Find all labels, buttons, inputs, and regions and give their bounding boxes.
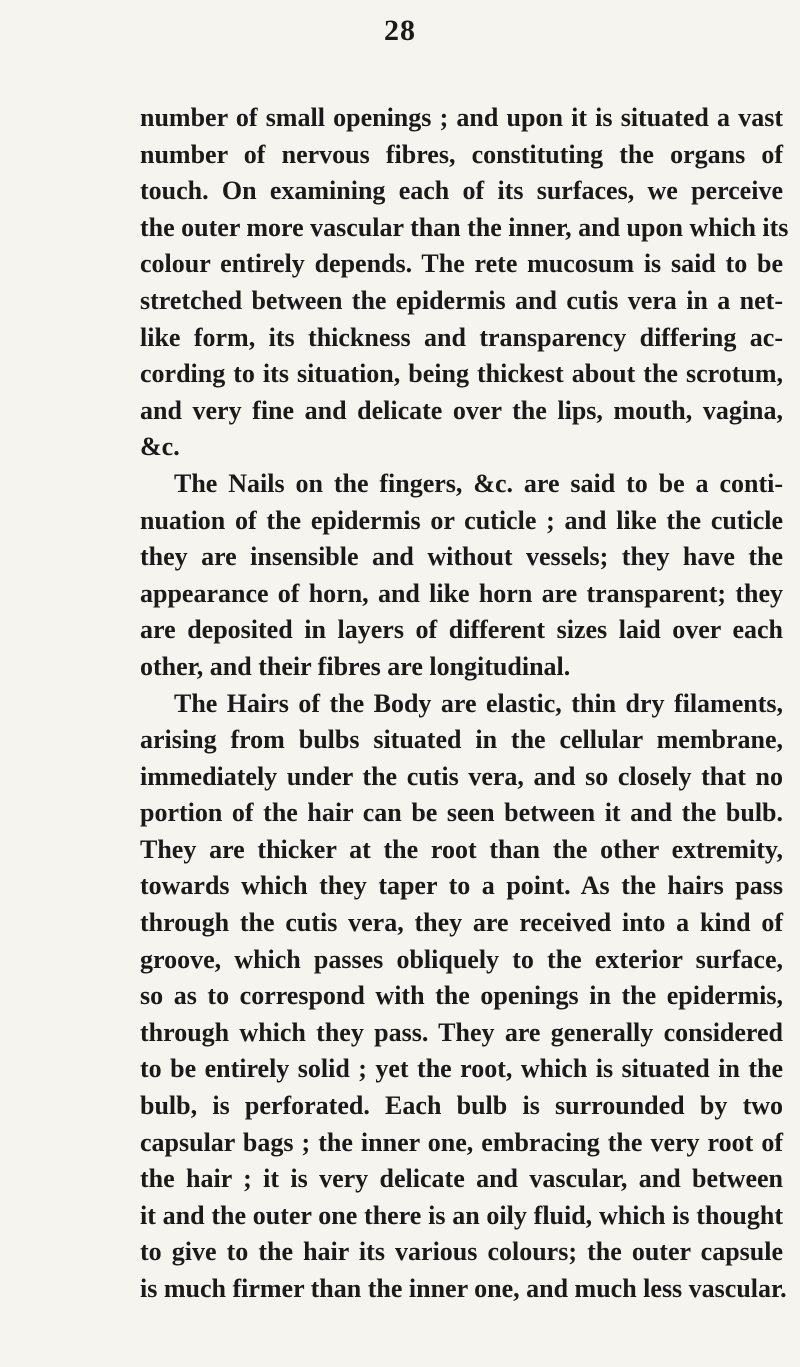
text-line: nuation of the epidermis or cuticle ; and like the cuticle — [140, 505, 783, 535]
text-line: the outer more vascular than the inner, and upon which its — [140, 212, 789, 242]
text-line: number of nervous fibres, constituting the organs of — [140, 139, 783, 169]
text-line: towards which they taper to a point. As the hairs pass — [140, 871, 783, 901]
text-line: are deposited in layers of different sizes laid over each — [140, 615, 783, 645]
text-line: appearance of horn, and like horn are transparent; they — [140, 578, 783, 608]
paragraph — [140, 100, 789, 466]
text-line: they are insensible and without vessels; they have the — [140, 542, 783, 572]
text-line: through which they pass. They are generally considered — [140, 1017, 783, 1047]
text-line: immediately under the cutis vera, and so closely that no — [140, 761, 783, 791]
text-line: through the cutis vera, they are received into a kind of — [140, 908, 783, 938]
text-line: is much firmer than the inner one, and much less vascular. — [140, 1274, 787, 1303]
paragraph — [140, 686, 787, 1308]
text-line: to be entirely solid ; yet the root, which is situated in the — [140, 1054, 783, 1084]
page-number: 28 — [384, 14, 416, 47]
text-line: &c. — [140, 432, 180, 462]
text-line: They are thicker at the root than the other extremity, — [140, 834, 783, 864]
text-line: arising from bulbs situated in the cellular membrane, — [140, 725, 783, 755]
text-line: touch. On examining each of its surfaces, we perceive — [140, 176, 783, 206]
text-line: colour entirely depends. The rete mucosum is said to be — [140, 249, 783, 279]
text-line: cording to its situation, being thickest about the scrotum, — [140, 359, 783, 389]
text-line: and very fine and delicate over the lips, mouth, vagina, — [140, 395, 783, 425]
text-line: number of small openings ; and upon it is situated a vast — [140, 103, 783, 132]
text-line: to give to the hair its various colours; the outer capsule — [140, 1237, 783, 1267]
text-line: other, and their fibres are longitudinal. — [140, 651, 571, 681]
paragraph — [140, 466, 783, 686]
body-text — [140, 100, 789, 1308]
text-line: groove, which passes obliquely to the exterior surface, — [140, 944, 783, 974]
text-line: capsular bags ; the inner one, embracing the very root of — [140, 1127, 783, 1157]
text-line: portion of the hair can be seen between it and the bulb. — [140, 798, 783, 828]
text-line: bulb, is perforated. Each bulb is surrounded by two — [140, 1091, 783, 1121]
text-line: it and the outer one there is an oily fluid, which is thought — [140, 1200, 783, 1230]
text-line: The Hairs of the Body are elastic, thin dry filaments, — [174, 688, 783, 718]
text-line: stretched between the epidermis and cutis vera in a net- — [140, 285, 783, 315]
text-line: The Nails on the fingers, &c. are said to be a conti- — [174, 468, 783, 498]
text-line: like form, its thickness and transparency differing ac- — [140, 322, 783, 352]
text-line: the hair ; it is very delicate and vascular, and between — [140, 1164, 783, 1194]
text-line: so as to correspond with the openings in the epidermis, — [140, 981, 783, 1011]
